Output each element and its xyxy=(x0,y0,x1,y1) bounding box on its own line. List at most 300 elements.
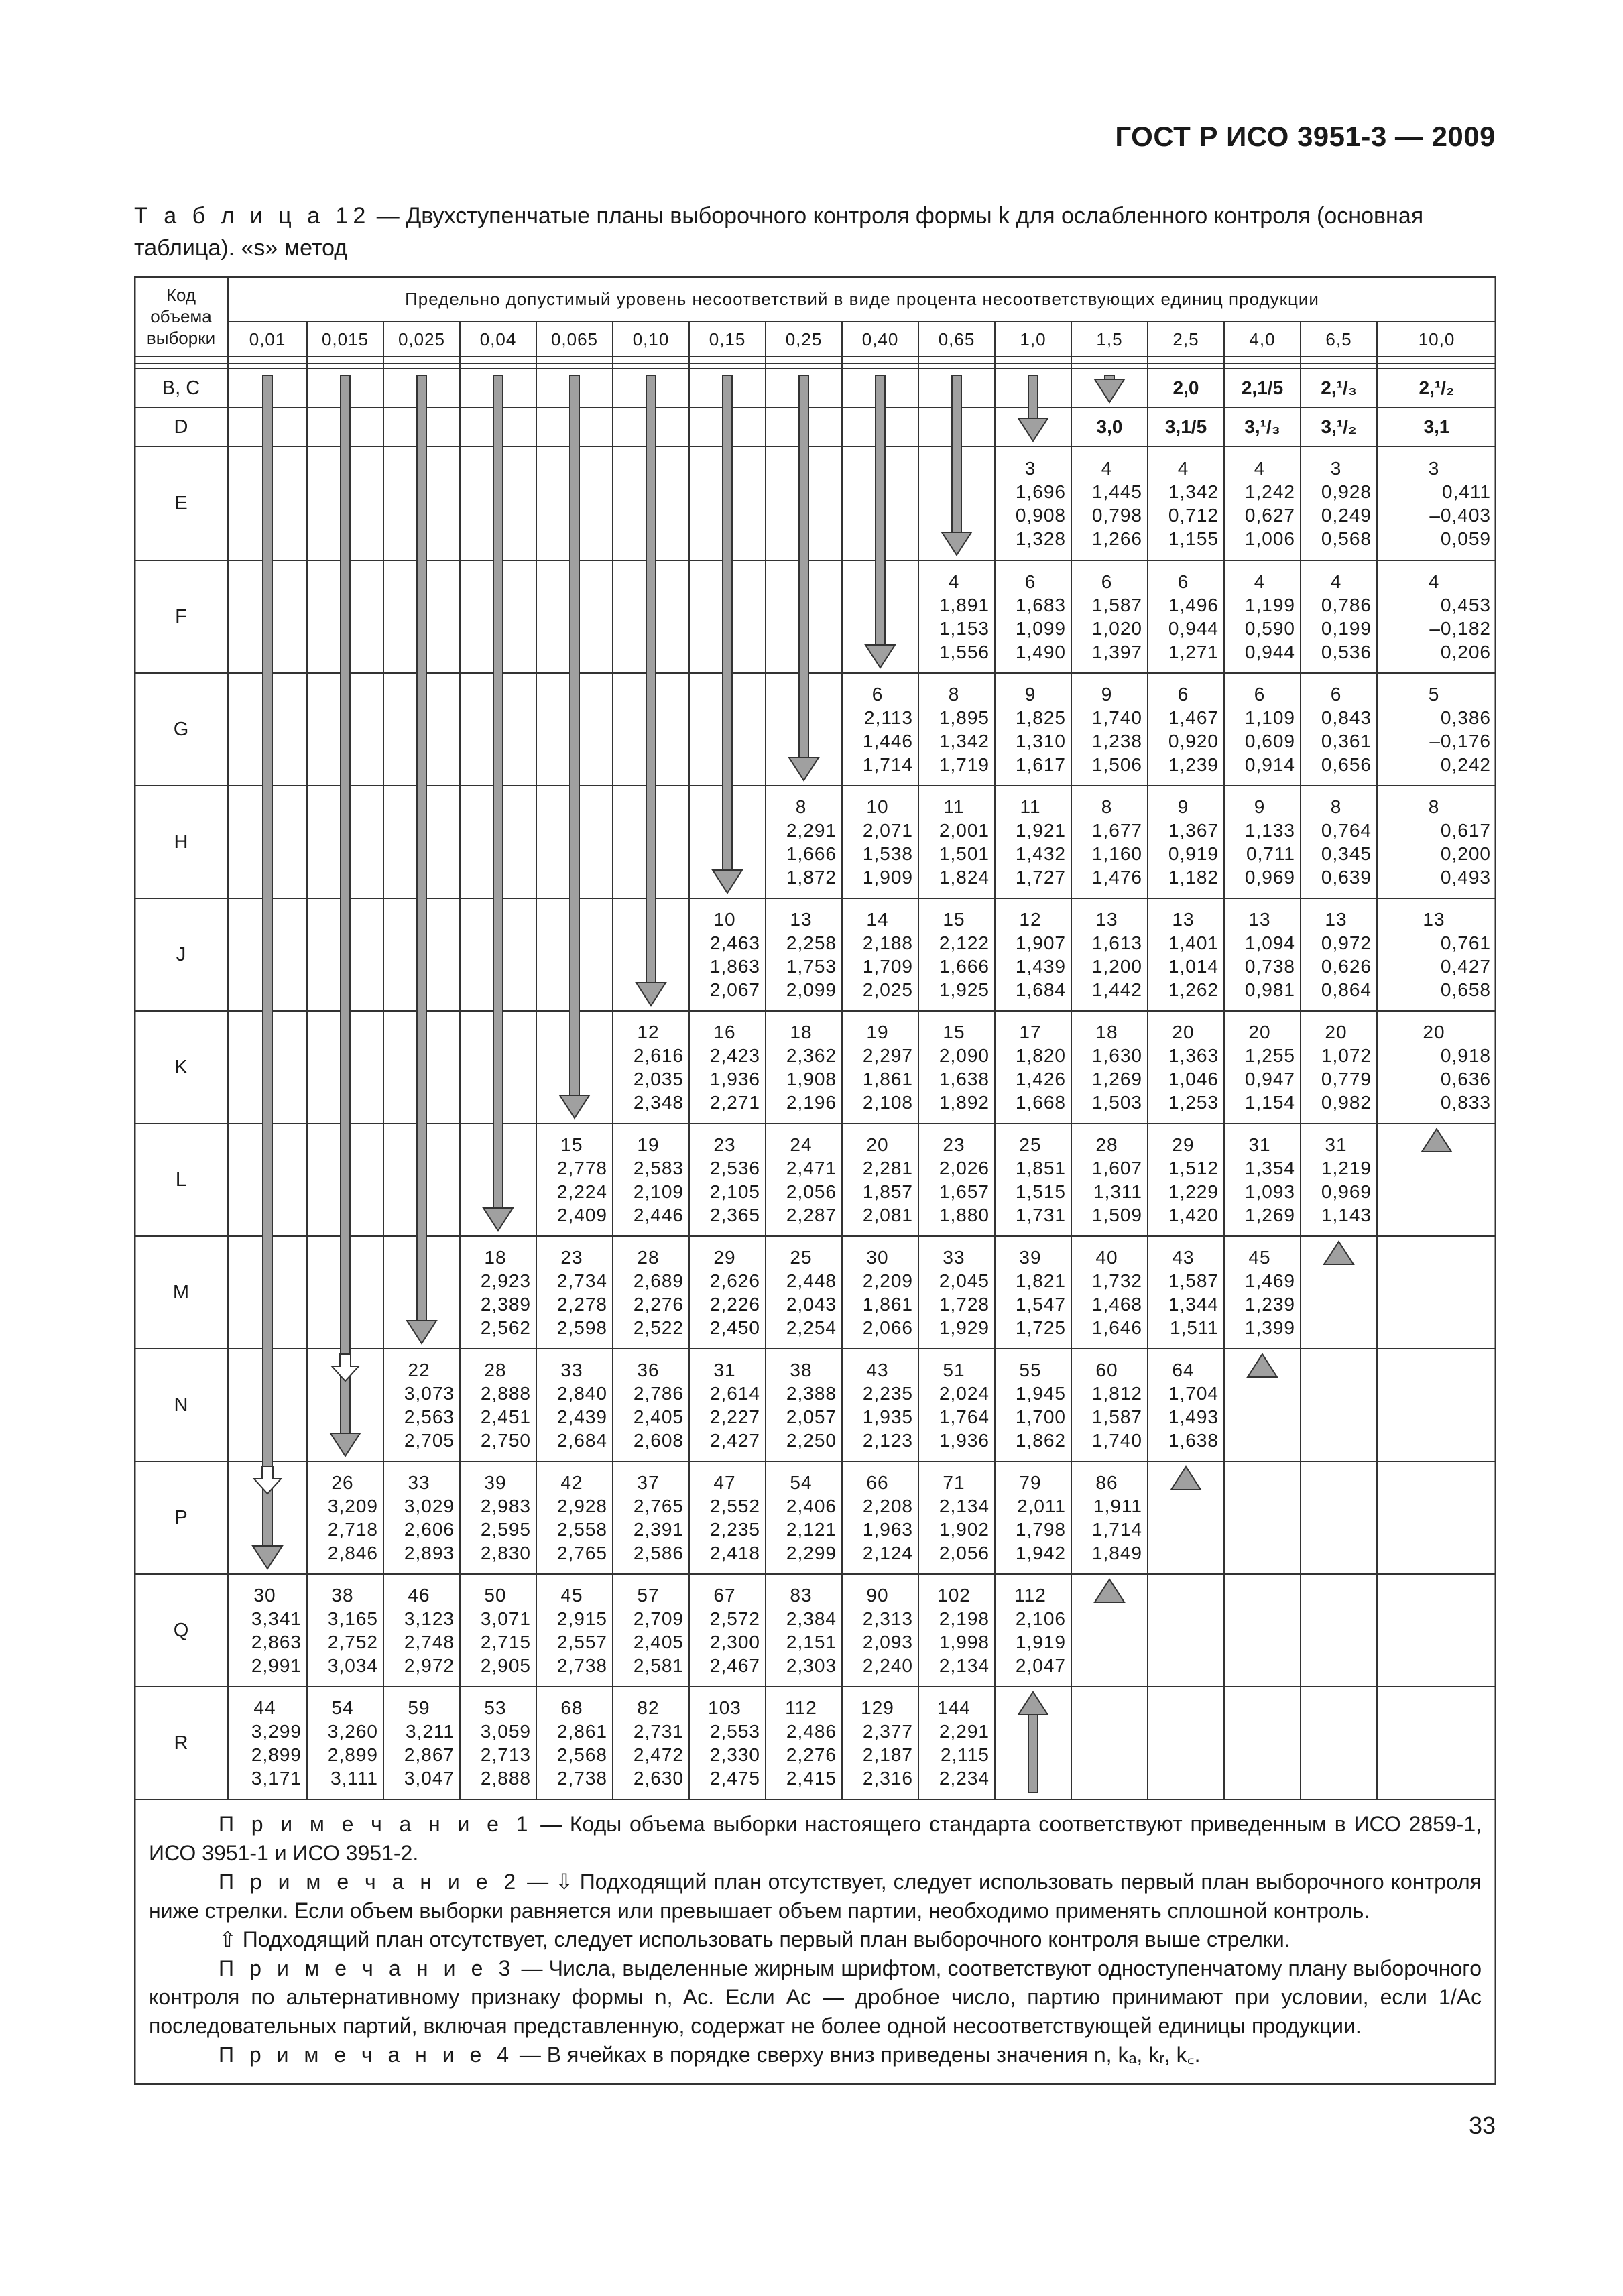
plan-cell xyxy=(1224,898,1301,1011)
row-code: N xyxy=(174,1394,188,1416)
single-plan-cell: 3,0 xyxy=(1096,416,1123,437)
single-plan-cell: 2,¹/₃ xyxy=(1321,377,1357,398)
plan-cell xyxy=(1377,1011,1496,1124)
cell-k: 2,557 xyxy=(556,1632,607,1652)
plan-cell xyxy=(460,1236,536,1349)
cell-k: 2,113 xyxy=(864,707,913,728)
plan-cell xyxy=(307,1687,383,1799)
cell-k: 1,646 xyxy=(1091,1317,1142,1338)
cell-n: 15 xyxy=(943,909,965,930)
cell-k: 1,714 xyxy=(1091,1519,1142,1540)
cell-n: 20 xyxy=(1325,1022,1347,1042)
plan-cell xyxy=(918,786,995,898)
note-3-label: П р и м е ч а н и е 3 xyxy=(219,1956,516,1980)
cell-n: 3 xyxy=(1024,458,1036,479)
cell-k: 2,106 xyxy=(1015,1608,1066,1629)
plan-cell xyxy=(995,1349,1071,1461)
cell-k: 1,942 xyxy=(1015,1543,1066,1563)
plan-cell xyxy=(842,1574,918,1687)
plan-cell xyxy=(307,1461,383,1574)
plan-cell xyxy=(918,1687,995,1799)
cell-n: 30 xyxy=(866,1247,889,1268)
cell-k: 1,490 xyxy=(1015,642,1066,662)
cell-k: 0,908 xyxy=(1015,505,1066,526)
cell-k: 2,024 xyxy=(939,1383,989,1404)
cell-k: 1,229 xyxy=(1168,1181,1219,1202)
aql-column-header: 4,0 xyxy=(1249,328,1276,349)
cell-k: 1,696 xyxy=(1015,481,1066,502)
cell-k: 1,857 xyxy=(862,1181,913,1202)
cell-k: 2,608 xyxy=(633,1430,684,1451)
cell-k: 2,056 xyxy=(939,1543,989,1563)
arrow-shaft xyxy=(723,375,732,870)
arrow-shaft xyxy=(570,375,579,1095)
plan-cell xyxy=(1071,673,1148,786)
cell-k: 1,936 xyxy=(939,1430,989,1451)
note-3-text: — Числа, выделенные жирным шрифтом, соответствуют одноступенчатому плану выборочного контроля по альтернативному признаку формы n, Ac. Если Ac — дробное число, партию принимают при условии, если 1/Ac последовательных партий, включая представленную, содержат не более одной несоответствующей единицы продукции. xyxy=(149,1956,1482,2038)
cell-k: 0,636 xyxy=(1440,1069,1491,1089)
note-4-text: — В ячейках в порядке сверху вниз приведены значения n, kₐ, kᵣ, k꜀. xyxy=(513,2043,1201,2067)
plan-cell xyxy=(1224,1236,1301,1349)
cell-k: 1,607 xyxy=(1091,1158,1142,1179)
cell-k: 1,812 xyxy=(1091,1383,1142,1404)
cell-k: 1,239 xyxy=(1168,754,1219,775)
cell-k: 2,748 xyxy=(404,1632,455,1652)
cell-k: 1,397 xyxy=(1091,642,1142,662)
cell-n: 45 xyxy=(560,1585,583,1606)
cell-k: 1,445 xyxy=(1091,481,1142,502)
cell-k: 2,409 xyxy=(556,1205,607,1225)
cell-k: 2,616 xyxy=(633,1045,684,1066)
cell-k: 1,798 xyxy=(1015,1519,1066,1540)
cell-n: 6 xyxy=(1254,684,1266,705)
cell-k: 2,316 xyxy=(862,1768,913,1789)
row-code: G xyxy=(173,718,189,740)
cell-k: 2,209 xyxy=(862,1270,913,1291)
cell-k: 1,255 xyxy=(1244,1045,1295,1066)
single-plan-cell: 3,1/5 xyxy=(1164,416,1207,437)
cell-k: 2,406 xyxy=(786,1496,837,1516)
cell-k: 1,509 xyxy=(1091,1205,1142,1225)
cell-k: 2,250 xyxy=(786,1430,837,1451)
note-3 xyxy=(149,1954,1482,2041)
cell-k: 2,365 xyxy=(709,1205,760,1225)
note-2-label: П р и м е ч а н и е 2 xyxy=(219,1870,521,1894)
plan-cell xyxy=(995,1124,1071,1236)
cell-k: 1,657 xyxy=(939,1181,989,1202)
cell-k: 1,401 xyxy=(1168,932,1219,953)
cell-n: 31 xyxy=(1325,1134,1347,1155)
down-arrow xyxy=(253,375,282,1569)
row-code: E xyxy=(174,492,188,514)
cell-n: 25 xyxy=(790,1247,813,1268)
cell-k: 1,936 xyxy=(709,1069,760,1089)
cell-k: 1,006 xyxy=(1244,528,1295,549)
plan-cell xyxy=(460,1574,536,1687)
cell-k: 1,709 xyxy=(862,956,913,977)
cell-n: 23 xyxy=(560,1247,583,1268)
cell-k: 0,658 xyxy=(1440,979,1491,1000)
cell-k: 2,362 xyxy=(786,1045,837,1066)
cell-n: 30 xyxy=(253,1585,276,1606)
cell-n: 71 xyxy=(943,1472,965,1493)
down-arrow xyxy=(560,375,589,1118)
cell-n: 40 xyxy=(1095,1247,1118,1268)
cell-k: 1,367 xyxy=(1168,820,1219,841)
cell-n: 64 xyxy=(1172,1360,1195,1380)
down-arrow xyxy=(636,375,666,1006)
cell-k: 2,595 xyxy=(480,1519,531,1540)
aql-column-header: 1,5 xyxy=(1096,328,1123,349)
note-2b xyxy=(149,1925,1482,1954)
cell-k: 2,899 xyxy=(327,1744,378,1765)
cell-k: 1,468 xyxy=(1091,1294,1142,1315)
cell-n: 4 xyxy=(1428,571,1440,592)
plan-cell xyxy=(918,1236,995,1349)
cell-k: 2,888 xyxy=(480,1768,531,1789)
arrow-head xyxy=(483,1208,513,1231)
cell-n: 33 xyxy=(560,1360,583,1380)
down-arrow xyxy=(1095,375,1124,402)
arrow-head xyxy=(1324,1242,1354,1264)
cell-k: 2,705 xyxy=(404,1430,455,1451)
aql-column-header: 0,40 xyxy=(861,328,899,349)
cell-n: 9 xyxy=(1101,684,1113,705)
aql-column-header: 0,10 xyxy=(632,328,670,349)
up-arrow xyxy=(1248,1354,1277,1377)
row-code: K xyxy=(174,1056,188,1078)
hollow-down-arrow xyxy=(254,1467,281,1494)
cell-k: 2,863 xyxy=(251,1632,302,1652)
cell-k: 2,389 xyxy=(480,1294,531,1315)
arrow-head xyxy=(1018,1692,1048,1715)
cell-k: 1,704 xyxy=(1168,1383,1219,1404)
cell-k: 1,613 xyxy=(1091,932,1142,953)
plan-cell xyxy=(460,1349,536,1461)
single-plan-cell: 3,1 xyxy=(1423,416,1450,437)
row-code: L xyxy=(175,1168,187,1191)
cell-k: 0,617 xyxy=(1440,820,1491,841)
cell-k: 2,388 xyxy=(786,1383,837,1404)
cell-n: 9 xyxy=(1177,796,1189,817)
cell-k: 2,281 xyxy=(862,1158,913,1179)
cell-k: 2,045 xyxy=(939,1270,989,1291)
row-code: D xyxy=(174,416,188,438)
plan-cell xyxy=(1224,786,1301,898)
arrow-head xyxy=(1095,379,1124,402)
plan-cell xyxy=(1071,1124,1148,1236)
cell-n: 18 xyxy=(484,1247,507,1268)
plan-cell xyxy=(995,1574,1071,1687)
cell-k: 1,668 xyxy=(1015,1092,1066,1113)
aql-column-header: 1,0 xyxy=(1020,328,1046,349)
cell-n: 6 xyxy=(871,684,884,705)
plan-cell xyxy=(689,1687,766,1799)
cell-k: 2,563 xyxy=(404,1406,455,1427)
cell-k: 2,188 xyxy=(862,932,913,953)
plan-cell xyxy=(1071,1461,1148,1574)
arrow-shaft xyxy=(799,375,808,758)
cell-k: 1,929 xyxy=(939,1317,989,1338)
cell-k: 2,297 xyxy=(862,1045,913,1066)
cell-k: 2,786 xyxy=(633,1383,684,1404)
plan-cell xyxy=(1224,1011,1301,1124)
plan-cell xyxy=(613,1349,689,1461)
cell-k: 1,496 xyxy=(1168,595,1219,615)
cell-k: 1,310 xyxy=(1015,731,1066,751)
cell-k: 0,361 xyxy=(1321,731,1372,751)
cell-k: 1,072 xyxy=(1321,1045,1372,1066)
single-plan-cell: 2,1/5 xyxy=(1241,377,1284,398)
cell-k: 1,732 xyxy=(1091,1270,1142,1291)
cell-k: 2,765 xyxy=(556,1543,607,1563)
cell-k: 3,171 xyxy=(251,1768,302,1789)
cell-k: 0,779 xyxy=(1321,1069,1372,1089)
plan-cell xyxy=(613,1236,689,1349)
cell-k: 2,846 xyxy=(327,1543,378,1563)
cell-k: 2,471 xyxy=(786,1158,837,1179)
cell-k: 1,153 xyxy=(939,618,989,639)
cell-k: 0,981 xyxy=(1244,979,1295,1000)
cell-k: 1,683 xyxy=(1015,595,1066,615)
cell-n: 39 xyxy=(1019,1247,1042,1268)
cell-k: 1,638 xyxy=(939,1069,989,1089)
table-notes xyxy=(149,1810,1482,2069)
cell-n: 39 xyxy=(484,1472,507,1493)
cell-n: 22 xyxy=(408,1360,430,1380)
cell-k: 1,501 xyxy=(939,843,989,864)
cell-k: 0,920 xyxy=(1168,731,1219,751)
single-plan-cell: 3,¹/₃ xyxy=(1244,416,1280,437)
plan-cell xyxy=(766,1011,842,1124)
cell-k: 2,472 xyxy=(633,1744,684,1765)
cell-k: 2,278 xyxy=(556,1294,607,1315)
aql-header: Предельно допустимый уровень несоответствий в виде процента несоответствующих единиц продукции xyxy=(405,289,1319,309)
single-plan-cell: 3,¹/₂ xyxy=(1321,416,1357,437)
cell-n: 6 xyxy=(1177,571,1189,592)
plan-cell xyxy=(1377,786,1496,898)
cell-k: 1,342 xyxy=(939,731,989,751)
plan-cell xyxy=(689,1011,766,1124)
cell-k: 3,211 xyxy=(406,1721,455,1742)
cell-k: 1,824 xyxy=(939,867,989,888)
cell-k: 0,590 xyxy=(1244,618,1295,639)
cell-n: 8 xyxy=(1428,796,1440,817)
plan-cell xyxy=(1301,1011,1377,1124)
plan-cell xyxy=(1301,673,1377,786)
cell-k: 0,493 xyxy=(1440,867,1491,888)
cell-k: 0,568 xyxy=(1321,528,1372,549)
caption-text: — Двухступенчатые планы выборочного контроля формы k для ослабленного контроля (основная таблица). «s» метод xyxy=(134,203,1424,261)
plan-cell xyxy=(766,898,842,1011)
plan-cell xyxy=(842,1011,918,1124)
plan-cell xyxy=(918,1349,995,1461)
cell-k: 2,124 xyxy=(862,1543,913,1563)
cell-n: 8 xyxy=(795,796,807,817)
cell-k: 1,506 xyxy=(1091,754,1142,775)
cell-n: 28 xyxy=(1095,1134,1118,1155)
plan-cell xyxy=(1377,673,1496,786)
plan-cell xyxy=(842,1461,918,1574)
cell-k: 2,899 xyxy=(251,1744,302,1765)
cell-n: 90 xyxy=(866,1585,889,1606)
cell-k: 1,851 xyxy=(1015,1158,1066,1179)
cell-k: 1,727 xyxy=(1015,867,1066,888)
plan-cell xyxy=(1071,898,1148,1011)
plan-cell xyxy=(1148,1349,1224,1461)
cell-n: 12 xyxy=(1019,909,1042,930)
hollow-down-arrow xyxy=(332,1354,359,1381)
plan-cell xyxy=(613,1011,689,1124)
cell-k: 1,269 xyxy=(1244,1205,1295,1225)
cell-n: 5 xyxy=(1428,684,1440,705)
cell-k: 2,522 xyxy=(633,1317,684,1338)
cell-n: 20 xyxy=(1248,1022,1271,1042)
cell-n: 13 xyxy=(790,909,813,930)
plan-cell xyxy=(766,1461,842,1574)
cell-k: 2,271 xyxy=(709,1092,760,1113)
cell-k: 2,738 xyxy=(556,1768,607,1789)
aql-column-header: 6,5 xyxy=(1325,328,1352,349)
cell-k: 1,998 xyxy=(939,1632,989,1652)
up-arrow xyxy=(1422,1129,1451,1152)
plan-cell xyxy=(766,1124,842,1236)
cell-k: 0,843 xyxy=(1321,707,1372,728)
plan-cell xyxy=(1148,560,1224,673)
cell-k: 2,689 xyxy=(633,1270,684,1291)
cell-k: 2,026 xyxy=(939,1158,989,1179)
cell-k: 2,418 xyxy=(709,1543,760,1563)
aql-column-header: 0,65 xyxy=(938,328,975,349)
cell-k: 2,423 xyxy=(709,1045,760,1066)
plan-cell xyxy=(1148,446,1224,560)
arrow-shaft xyxy=(417,375,426,1321)
cell-k: 0,918 xyxy=(1440,1045,1491,1066)
plan-cell xyxy=(918,560,995,673)
plan-cell xyxy=(613,1574,689,1687)
cell-k: 1,143 xyxy=(1321,1205,1372,1225)
cell-k: 3,341 xyxy=(251,1608,302,1629)
cell-n: 14 xyxy=(866,909,889,930)
cell-k: 2,134 xyxy=(939,1655,989,1676)
plan-cell xyxy=(1301,446,1377,560)
plan-cell xyxy=(1148,786,1224,898)
cell-n: 6 xyxy=(1024,571,1036,592)
note-1-label: П р и м е ч а н и е 1 xyxy=(219,1812,533,1836)
cell-k: 2,586 xyxy=(633,1543,684,1563)
cell-k: 0,738 xyxy=(1244,956,1295,977)
cell-n: 9 xyxy=(1024,684,1036,705)
cell-k: 2,928 xyxy=(556,1496,607,1516)
down-arrow xyxy=(865,375,895,668)
cell-k: 1,862 xyxy=(1015,1430,1066,1451)
cell-n: 18 xyxy=(790,1022,813,1042)
up-arrow xyxy=(1095,1579,1124,1602)
plan-cell xyxy=(383,1461,460,1574)
cell-k: 3,123 xyxy=(404,1608,455,1629)
cell-n: 50 xyxy=(484,1585,507,1606)
cell-k: 1,731 xyxy=(1015,1205,1066,1225)
cell-n: 144 xyxy=(937,1697,971,1718)
cell-k: 0,711 xyxy=(1246,843,1295,864)
cell-k: 3,111 xyxy=(330,1768,378,1789)
cell-k: 1,093 xyxy=(1244,1181,1295,1202)
cell-k: 2,568 xyxy=(556,1744,607,1765)
cell-k: 3,034 xyxy=(327,1655,378,1676)
cell-k: 2,451 xyxy=(480,1406,531,1427)
cell-k: 2,235 xyxy=(709,1519,760,1540)
cell-k: 2,893 xyxy=(404,1543,455,1563)
cell-k: 2,224 xyxy=(556,1181,607,1202)
cell-k: 2,778 xyxy=(556,1158,607,1179)
cell-k: 2,093 xyxy=(862,1632,913,1652)
plan-cell xyxy=(918,1461,995,1574)
cell-n: 37 xyxy=(637,1472,660,1493)
single-plan-cell: 2,0 xyxy=(1173,377,1199,398)
cell-n: 28 xyxy=(637,1247,660,1268)
cell-k: 1,700 xyxy=(1015,1406,1066,1427)
cell-n: 79 xyxy=(1019,1472,1042,1493)
cell-k: 0,969 xyxy=(1321,1181,1372,1202)
cell-n: 112 xyxy=(785,1697,817,1718)
plan-cell xyxy=(918,1011,995,1124)
cell-k: 1,432 xyxy=(1015,843,1066,864)
plan-cell xyxy=(1071,786,1148,898)
plan-cell xyxy=(689,1461,766,1574)
plan-cell xyxy=(995,898,1071,1011)
cell-n: 8 xyxy=(1330,796,1342,817)
cell-k: 1,908 xyxy=(786,1069,837,1089)
cell-k: 2,196 xyxy=(786,1092,837,1113)
cell-n: 45 xyxy=(1248,1247,1271,1268)
cell-k: 2,905 xyxy=(480,1655,531,1676)
cell-k: 2,291 xyxy=(939,1721,989,1742)
cell-k: 1,442 xyxy=(1091,979,1142,1000)
cell-k: 2,475 xyxy=(709,1768,760,1789)
cell-k: 0,249 xyxy=(1321,505,1372,526)
plan-cell xyxy=(1224,1124,1301,1236)
cell-k: 2,446 xyxy=(633,1205,684,1225)
plan-cell xyxy=(536,1687,613,1799)
plan-cell xyxy=(842,1349,918,1461)
note-1 xyxy=(149,1810,1482,1868)
cell-k: 0,206 xyxy=(1440,642,1491,662)
cell-k: 0,411 xyxy=(1442,481,1491,502)
cell-k: –0,182 xyxy=(1429,618,1491,639)
cell-k: 2,303 xyxy=(786,1655,837,1676)
aql-column-header: 0,015 xyxy=(321,328,369,349)
down-arrow xyxy=(942,375,971,555)
plan-cell xyxy=(1224,446,1301,560)
cell-k: 0,242 xyxy=(1440,754,1491,775)
plan-cell xyxy=(995,786,1071,898)
cell-n: 6 xyxy=(1330,684,1342,705)
plan-cell xyxy=(689,898,766,1011)
cell-k: 2,276 xyxy=(633,1294,684,1315)
aql-column-header: 10,0 xyxy=(1418,328,1455,349)
note-4 xyxy=(149,2041,1482,2069)
plan-cell xyxy=(1071,560,1148,673)
cell-k: 2,090 xyxy=(939,1045,989,1066)
plan-cell xyxy=(842,673,918,786)
cell-k: 1,538 xyxy=(862,843,913,864)
cell-k: 1,880 xyxy=(939,1205,989,1225)
cell-k: 0,386 xyxy=(1440,707,1491,728)
cell-k: 2,463 xyxy=(709,932,760,953)
cell-k: 2,427 xyxy=(709,1430,760,1451)
cell-k: 1,342 xyxy=(1168,481,1219,502)
plan-cell xyxy=(918,1124,995,1236)
